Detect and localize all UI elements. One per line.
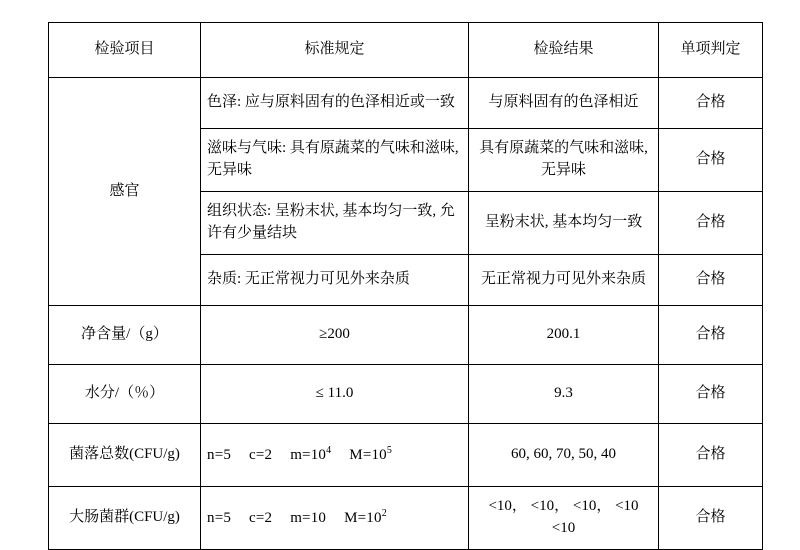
row-item-moisture: 水分/（％） <box>49 365 201 424</box>
sensory-standard-taste: 滋味与气味: 具有原蔬菜的气味和滋味, 无异味 <box>201 129 469 192</box>
table-row <box>49 487 763 550</box>
header-result: 检验结果 <box>469 23 659 78</box>
row-item-coliform: 大肠菌群(CFU/g) <box>49 487 201 550</box>
row-standard-moisture: ≤ 11.0 <box>201 365 469 424</box>
row-standard-coliform <box>201 487 469 550</box>
row-result-coliform <box>469 487 659 550</box>
sensory-group-label: 感官 <box>49 78 201 306</box>
row-judgement-moisture: 合格 <box>659 365 763 424</box>
tpc-m-value <box>290 444 332 463</box>
tpc-m-base: m=10 <box>290 446 327 463</box>
header-standard: 标准规定 <box>201 23 469 78</box>
tpc-m-exponent: 4 <box>326 444 332 456</box>
coliform-m-value <box>290 510 326 526</box>
row-result-total-plate-count: 60, 60, 70, 50, 40 <box>469 424 659 487</box>
table-row <box>49 424 763 487</box>
sensory-result-color: 与原料固有的色泽相近 <box>469 78 659 129</box>
sensory-result-texture: 呈粉末状, 基本均匀一致 <box>469 192 659 255</box>
sensory-judgement-impurity: 合格 <box>659 255 763 306</box>
row-item-net-content: 净含量/（g） <box>49 306 201 365</box>
table-row <box>49 365 763 424</box>
coliform-result-line-1: <10， <10， <10， <10 <box>488 498 639 515</box>
sensory-judgement-texture: 合格 <box>659 192 763 255</box>
row-standard-total-plate-count <box>201 424 469 487</box>
sensory-judgement-color: 合格 <box>659 78 763 129</box>
sensory-judgement-taste: 合格 <box>659 129 763 192</box>
row-judgement-total-plate-count: 合格 <box>659 424 763 487</box>
row-result-moisture: 9.3 <box>469 365 659 424</box>
header-item: 检验项目 <box>49 23 201 78</box>
tpc-n-value: n=5 <box>207 446 232 463</box>
coliform-M-base: M=10 <box>344 509 382 526</box>
sensory-standard-texture: 组织状态: 呈粉末状, 基本均匀一致, 允许有少量结块 <box>201 192 469 255</box>
row-item-total-plate-count: 菌落总数(CFU/g) <box>49 424 201 487</box>
tpc-M-base: M=10 <box>349 446 387 463</box>
coliform-M-exponent: 2 <box>381 507 387 519</box>
row-result-net-content: 200.1 <box>469 306 659 365</box>
coliform-c-value: c=2 <box>249 509 273 526</box>
row-judgement-net-content: 合格 <box>659 306 763 365</box>
row-standard-net-content: ≥200 <box>201 306 469 365</box>
tpc-M-exponent: 5 <box>386 444 393 456</box>
tpc-c-value: c=2 <box>249 446 273 463</box>
tpc-M-value <box>349 444 393 463</box>
coliform-n-value: n=5 <box>207 509 232 526</box>
row-judgement-coliform: 合格 <box>659 487 763 550</box>
sensory-standard-color: 色泽: 应与原料固有的色泽相近或一致 <box>201 78 469 129</box>
coliform-m-base: m=10 <box>290 509 327 526</box>
header-judgement: 单项判定 <box>659 23 763 78</box>
table-header-row <box>49 23 763 78</box>
inspection-report-table <box>48 22 763 550</box>
table-row <box>49 306 763 365</box>
coliform-M-value <box>344 507 387 526</box>
table-row <box>49 78 763 129</box>
sensory-standard-impurity: 杂质: 无正常视力可见外来杂质 <box>201 255 469 306</box>
sensory-result-impurity: 无正常视力可见外来杂质 <box>469 255 659 306</box>
coliform-result-line-2: <10 <box>551 520 576 536</box>
sensory-result-taste: 具有原蔬菜的气味和滋味, 无异味 <box>469 129 659 192</box>
